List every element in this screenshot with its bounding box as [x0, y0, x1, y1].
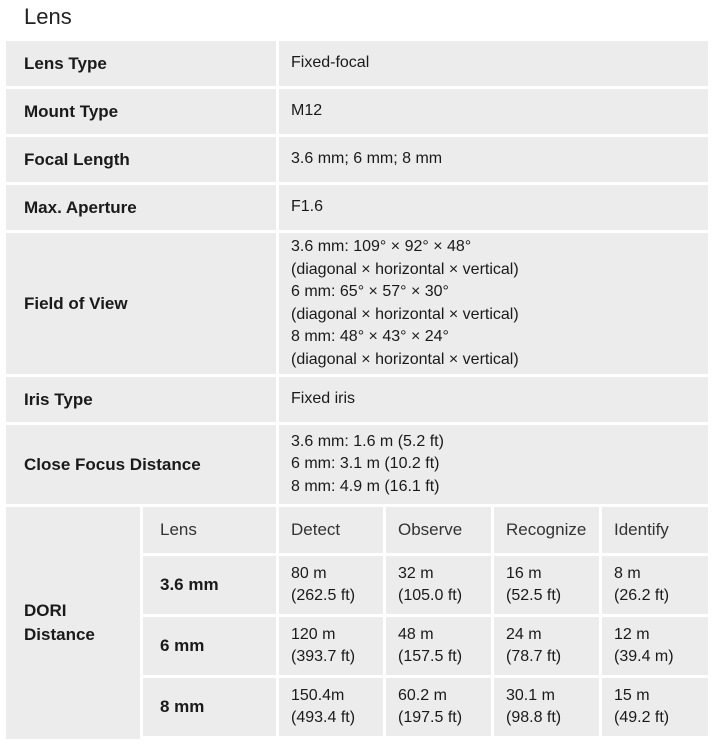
dori-observe-cell	[386, 678, 491, 736]
dori-observe-cell	[386, 617, 491, 675]
spec-value-line: 8 mm: 48° × 43° × 24°	[291, 328, 449, 345]
dori-recognize-cell	[494, 678, 599, 736]
spec-value-line: 6 mm: 65° × 57° × 30°	[291, 283, 449, 300]
distance-m: 80 m	[291, 564, 327, 582]
distance-m: 12 m	[614, 625, 650, 643]
spec-value-line: 8 mm: 4.9 m (16.1 ft)	[291, 477, 440, 495]
dori-identify-cell	[602, 678, 708, 736]
spec-label: Iris Type	[6, 377, 276, 422]
dori-header-observe: Observe	[386, 507, 491, 553]
dori-detect-cell	[279, 556, 383, 614]
distance-ft: (393.7 ft)	[291, 648, 356, 665]
spec-label: Focal Length	[6, 137, 276, 182]
spec-value-line: 3.6 mm: 1.6 m (5.2 ft)	[291, 432, 444, 450]
dori-label	[6, 507, 140, 739]
distance-m: 120 m	[291, 625, 336, 643]
section-title: Lens	[24, 4, 72, 29]
distance-m: 8 m	[614, 564, 641, 582]
spec-value	[279, 425, 708, 504]
distance-m: 48 m	[398, 625, 434, 643]
spec-row-max-aperture	[6, 185, 708, 230]
spec-row-iris-type	[6, 377, 708, 422]
distance-m: 16 m	[506, 564, 542, 582]
distance-ft: (78.7 ft)	[506, 648, 562, 665]
distance-m: 24 m	[506, 625, 542, 643]
distance-m: 15 m	[614, 686, 650, 704]
dori-label-line: Distance	[24, 625, 95, 644]
distance-m: 150.4m	[291, 686, 345, 704]
spec-value-line: 3.6 mm; 6 mm; 8 mm	[291, 150, 443, 168]
distance-ft: (26.2 ft)	[614, 587, 670, 604]
distance-ft: (493.4 ft)	[291, 709, 356, 726]
spec-row-lens-type	[6, 41, 708, 86]
dori-detect-cell	[279, 617, 383, 675]
dori-recognize-cell	[494, 556, 599, 614]
dori-lens-cell: 6 mm	[143, 617, 276, 675]
spec-row-mount-type	[6, 89, 708, 134]
spec-value-line: Fixed iris	[291, 390, 356, 408]
dori-row-3-6mm	[143, 556, 708, 614]
dori-header-row	[143, 507, 708, 553]
distance-ft: (157.5 ft)	[398, 648, 463, 665]
spec-row-close-focus-distance	[6, 425, 708, 504]
dori-lens-cell: 8 mm	[143, 678, 276, 736]
spec-row-field-of-view	[6, 233, 708, 374]
spec-value-line: (diagonal × horizontal × vertical)	[291, 350, 519, 368]
spec-label: Field of View	[6, 233, 276, 374]
spec-label: Mount Type	[6, 89, 276, 134]
spec-label: Close Focus Distance	[6, 425, 276, 504]
dori-lens-cell: 3.6 mm	[143, 556, 276, 614]
lens-spec-table	[6, 41, 708, 739]
dori-header-identify: Identify	[602, 507, 708, 553]
spec-row-focal-length	[6, 137, 708, 182]
dori-header-recognize: Recognize	[494, 507, 599, 553]
spec-value-line: (diagonal × horizontal × vertical)	[291, 305, 519, 323]
dori-recognize-cell	[494, 617, 599, 675]
distance-ft: (262.5 ft)	[291, 587, 356, 604]
distance-m: 32 m	[398, 564, 434, 582]
spec-value	[279, 233, 708, 374]
dori-distance-section	[6, 507, 708, 739]
spec-value-line: F1.6	[291, 198, 324, 216]
dori-row-6mm	[143, 617, 708, 675]
spec-value	[279, 185, 708, 230]
spec-value-line: (diagonal × horizontal × vertical)	[291, 260, 519, 278]
distance-m: 30.1 m	[506, 686, 555, 704]
distance-ft: (39.4 m)	[614, 648, 674, 665]
dori-identify-cell	[602, 556, 708, 614]
distance-ft: (105.0 ft)	[398, 587, 463, 604]
dori-header-lens: Lens	[143, 507, 276, 553]
dori-header-detect: Detect	[279, 507, 383, 553]
distance-m: 60.2 m	[398, 686, 447, 704]
spec-value-line: 6 mm: 3.1 m (10.2 ft)	[291, 455, 440, 473]
spec-value	[279, 377, 708, 422]
distance-ft: (52.5 ft)	[506, 587, 562, 604]
spec-value	[279, 41, 708, 86]
distance-ft: (49.2 ft)	[614, 709, 670, 726]
dori-grid	[143, 507, 708, 739]
dori-row-8mm	[143, 678, 708, 736]
dori-label-line: DORI	[24, 601, 67, 620]
spec-label: Lens Type	[6, 41, 276, 86]
spec-label: Max. Aperture	[6, 185, 276, 230]
spec-value	[279, 137, 708, 182]
dori-observe-cell	[386, 556, 491, 614]
dori-detect-cell	[279, 678, 383, 736]
spec-value-line: 3.6 mm: 109° × 92° × 48°	[291, 238, 472, 255]
spec-value-line: Fixed-focal	[291, 54, 370, 72]
spec-value	[279, 89, 708, 134]
distance-ft: (98.8 ft)	[506, 709, 562, 726]
distance-ft: (197.5 ft)	[398, 709, 463, 726]
spec-value-line: M12	[291, 102, 323, 120]
dori-identify-cell	[602, 617, 708, 675]
